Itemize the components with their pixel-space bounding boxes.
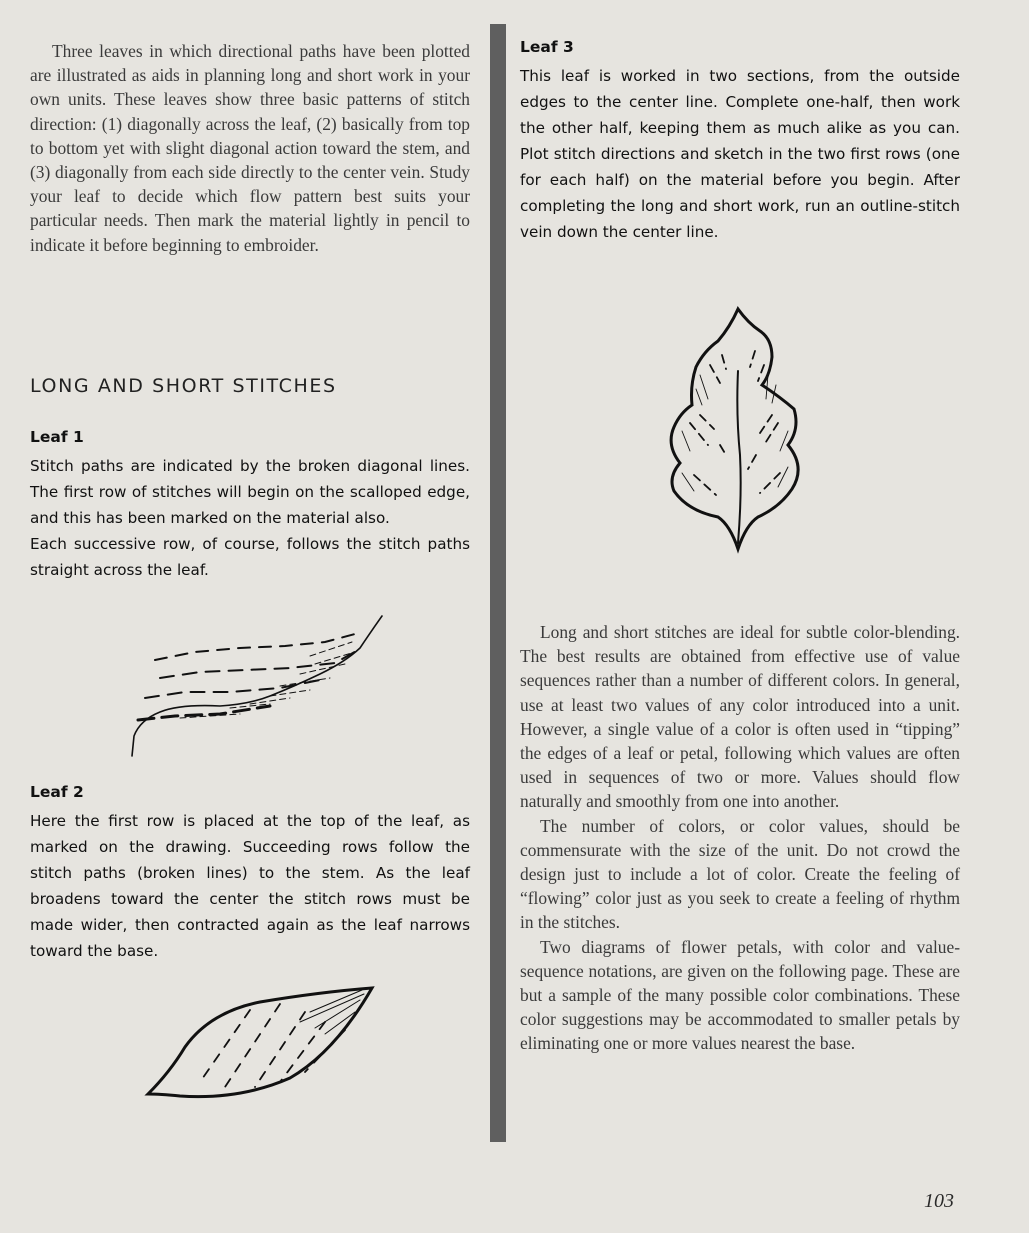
leaf2-outline <box>148 988 372 1097</box>
leaf2-text: Here the first row is placed at the top of the leaf, as marked on the drawing. Succeeding rows follow the stitch paths (broken lines) to the stem. As the leaf broadens toward the center the stitch rows must be made wider, then contracted again as the leaf narrows toward the base. <box>30 812 470 960</box>
leaf2-hatching <box>300 990 364 1034</box>
leaf1-stitch-path-1 <box>155 634 355 660</box>
right-column-body <box>520 620 960 1056</box>
leaf1-text <box>30 453 470 583</box>
leaf3-drawing <box>660 305 810 565</box>
leaf1-stitch-path-2 <box>160 650 358 678</box>
intro-paragraph: Three leaves in which directional paths have been plotted are illustrated as aids in planning long and short work in your own units. These leaves show three basic patterns of stitch direction: (1) diagonally across the leaf, (2) basically from top to bottom yet with slight diagonal action toward the stem, and (3) diagonally from each side directly to the center vein. Study your leaf to decide which flow pattern best suits your particular needs. Then mark the material lightly in pencil to indicate it before beginning to embroider. <box>30 41 470 255</box>
leaf1-text-part2: Each successive row, of course, follows the stitch paths straight across the leaf. <box>30 535 470 579</box>
body-paragraph-3: Two diagrams of flower petals, with color and value-sequence notations, are given on the following page. These are but a sample of the many possible color combinations. These color suggestions may be accommodated to smaller petals by eliminating one or more values nearest the base. <box>520 936 960 1054</box>
leaf2-drawing <box>140 982 380 1112</box>
page-number: 103 <box>924 1190 954 1212</box>
leaf3-center-vein <box>737 371 740 543</box>
leaf1-drawing <box>120 608 390 768</box>
leaf1-title: Leaf 1 <box>30 428 84 446</box>
leaf3-outline <box>671 309 798 549</box>
column-divider <box>490 24 506 1142</box>
leaf3-title: Leaf 3 <box>520 38 574 56</box>
leaf2-title: Leaf 2 <box>30 783 84 801</box>
leaf1-text-part1: Stitch paths are indicated by the broken diagonal lines. The first row of stitches will begin on the scalloped edge, and this has been marked on the material also. <box>30 457 470 527</box>
leaf3-stitch-paths <box>690 351 780 495</box>
body-paragraph-2: The number of colors, or color values, should be commensurate with the size of the unit. Do not crowd the design just to include a lot of color. Create the feeling of “flowing” color just as you seek to create a feeling of rhythm in the stitches. <box>520 815 960 933</box>
body-paragraph-1: Long and short stitches are ideal for subtle color-blending. The best results are obtained from effective use of value sequences rather than a number of different colors. In general, use at least two values of any color introduced into a unit. However, a single value of a color is often used in “tipping” the edges of a leaf or petal, following which values are often used in sequences of two or more. Values should flow naturally and smoothly from one into another. <box>520 622 960 812</box>
leaf1-stitch-path-3 <box>145 680 320 698</box>
section-heading: LONG AND SHORT STITCHES <box>30 375 337 397</box>
leaf3-text: This leaf is worked in two sections, from the outside edges to the center line. Complete one-half, then work the other half, keeping them as much alike as you can. Plot stitch directions and sketch in the two first rows (one for each half) on the material before you begin. After completing the long and short work, run an outline-stitch vein down the center line. <box>520 67 960 241</box>
